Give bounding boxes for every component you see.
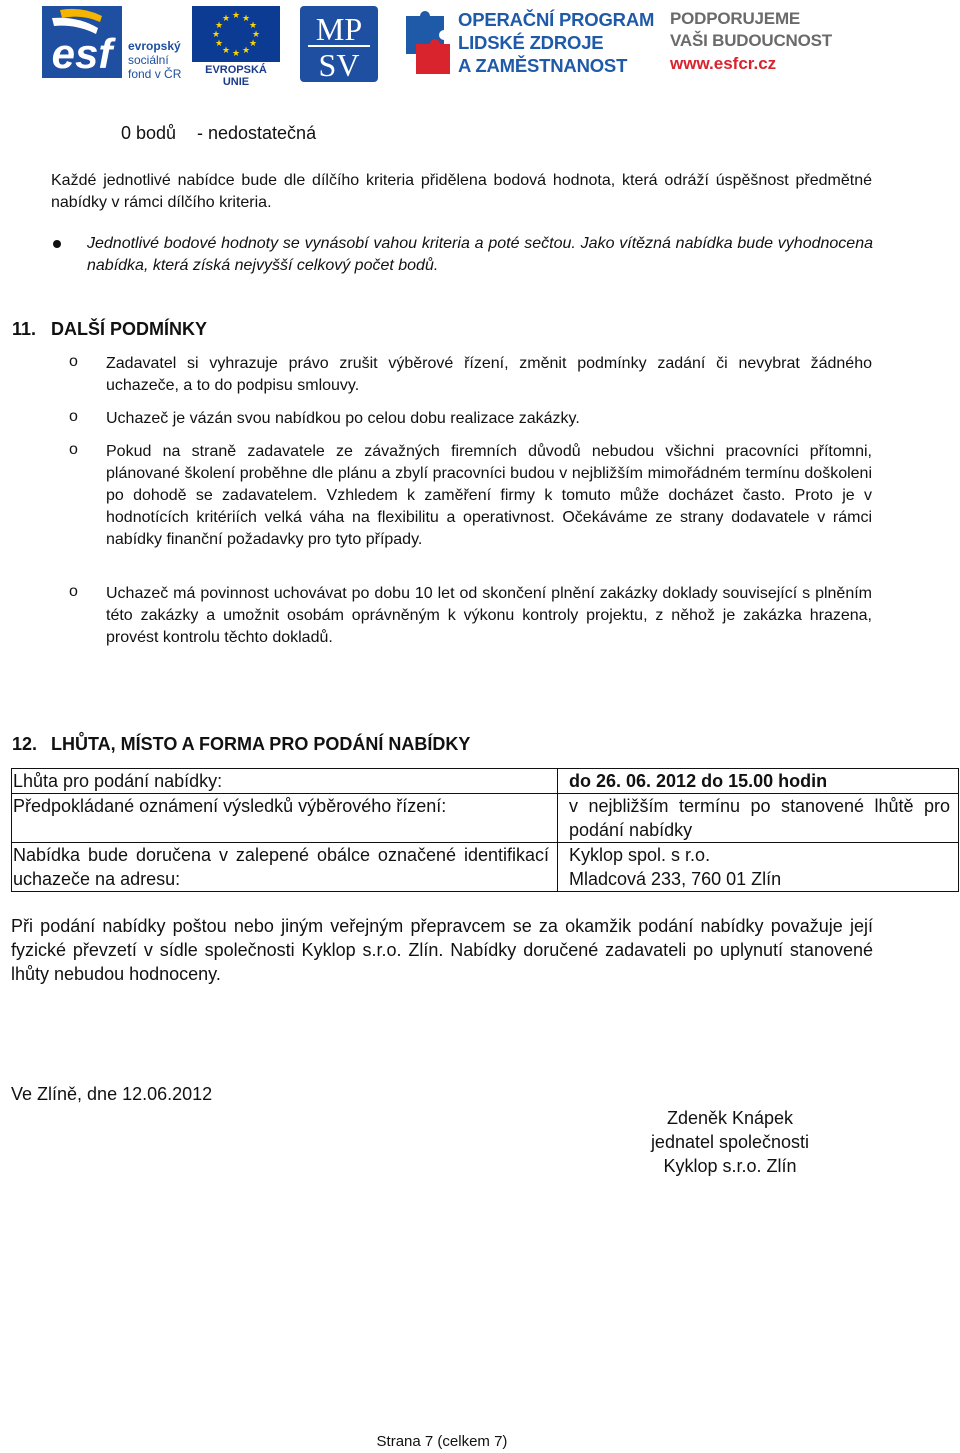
- bullet-paragraph: Jednotlivé bodové hodnoty se vynásobí vahou kriteria a poté sečtou. Jako vítězná nabídka bude vyhodnocena nabídka, která získá nejvyšší celkový počet bodů.: [87, 235, 873, 274]
- score-points: 0 bodů: [121, 123, 177, 143]
- mpsv-line2: SV: [318, 47, 360, 82]
- svg-text:★: ★: [221, 46, 231, 56]
- delivery-address: [558, 843, 959, 892]
- svg-text:★: ★: [211, 30, 221, 40]
- signatory-name: Zdeněk Knápek: [666, 1108, 794, 1128]
- svg-text:★: ★: [214, 39, 224, 49]
- deadline-table: [11, 768, 959, 892]
- list-marker-icon: o: [69, 583, 78, 600]
- deadline-value: do 26. 06. 2012 do 15.00 hodin: [558, 769, 959, 794]
- list-marker-icon: o: [69, 441, 78, 458]
- svg-text:★: ★: [248, 39, 258, 49]
- puzzle-people-icon: [402, 10, 454, 80]
- esf-line3: fond v ČR: [128, 67, 182, 78]
- eu-label: EVROPSKÁ UNIE: [205, 64, 267, 88]
- intro-paragraph: Každé jednotlivé nabídce bude dle dílčího kriteria přidělena bodová hodnota, která odráží úspěšnost předmětné nabídky v rámci dílčího kriteria.: [51, 172, 872, 211]
- svg-text:★: ★: [221, 14, 231, 24]
- op-line2: LIDSKÉ ZDROJE: [458, 32, 604, 53]
- support-slogan: [670, 8, 870, 82]
- mpsv-line1: MP: [315, 11, 363, 47]
- condition-item-2: Uchazeč je vázán svou nabídkou po celou dobu realizace zakázky.: [106, 410, 580, 427]
- signatory-company: Kyklop s.r.o. Zlín: [663, 1156, 797, 1176]
- table-row: [12, 843, 959, 892]
- bullet-dot-icon: [53, 240, 61, 248]
- mpsv-logo: [300, 6, 378, 82]
- results-value: v nejbližším termínu po stanovené lhůtě pro podání nabídky: [558, 794, 959, 843]
- op-line1: OPERAČNÍ PROGRAM: [458, 9, 655, 30]
- section-12-title: LHŮTA, MÍSTO A FORMA PRO PODÁNÍ NABÍDKY: [51, 734, 471, 754]
- address-company: Kyklop spol. s r.o.: [569, 845, 711, 865]
- op-lzz-logo: [402, 6, 655, 82]
- list-marker-icon: o: [69, 408, 78, 425]
- signatory-role: jednatel společnosti: [650, 1132, 810, 1152]
- support-url: www.esfcr.cz: [670, 54, 777, 73]
- page-number: Strana 7 (celkem 7): [376, 1433, 508, 1450]
- list-marker-icon: o: [69, 353, 78, 370]
- condition-item-1: Zadavatel si vyhrazuje právo zrušit výběrové řízení, změnit podmínky zadání či nevybrat žádného uchazeče, a to do podpisu smlouvy.: [106, 355, 872, 394]
- results-label: Předpokládané oznámení výsledků výběrového řízení:: [12, 794, 558, 843]
- condition-item-4: Uchazeč má povinnost uchovávat po dobu 10 let od skončení plnění zakázky doklady související s plněním této zakázky a umožnit osobám oprávněným k výkonu kontroly projektu, z něhož je zakázka hrazena, provést kontrolu těchto dokladů.: [106, 585, 872, 646]
- svg-text:★: ★: [214, 21, 224, 31]
- esf-line1: evropský: [128, 39, 181, 53]
- esf-line2: sociální: [128, 53, 169, 67]
- table-row: [12, 794, 959, 843]
- signature-block: [620, 1106, 840, 1178]
- address-street: Mladcová 233, 760 01 Zlín: [569, 869, 782, 889]
- section-12-number: 12.: [12, 734, 38, 754]
- place-date: Ve Zlíně, dne 12.06.2012: [11, 1084, 213, 1104]
- delivery-label: Nabídka bude doručena v zalepené obálce označené identifikací uchazeče na adresu:: [12, 843, 558, 892]
- support-line1: PODPORUJEME: [670, 9, 801, 28]
- esf-letters: esf: [51, 30, 113, 77]
- esf-logo: [42, 6, 190, 78]
- eu-flag-logo: [192, 6, 280, 88]
- svg-text:★: ★: [241, 46, 251, 56]
- svg-text:★: ★: [241, 14, 251, 24]
- table-row: [12, 769, 959, 794]
- section-11-title: DALŠÍ PODMÍNKY: [51, 319, 208, 339]
- score-label: - nedostatečná: [197, 123, 317, 143]
- svg-text:★: ★: [231, 49, 241, 59]
- condition-item-3: Pokud na straně zadavatele ze závažných firemních důvodů nebudou všichni pracovníci přítomni, plánované školení proběhne dle plánu a zbylí pracovníci budou v nejbližším mimořádném termínu doškoleni po dohodě se zadavatelem. Vzhledem k zaměření firmy k tomuto může docházet často. Proto je v hodnotících kritériích velká váha na flexibilitu a operativnost. Očekáváme ze strany dodavatele v rámci nabídky finanční požadavky pro tyto případy.: [106, 443, 872, 548]
- svg-text:★: ★: [251, 30, 261, 40]
- svg-text:★: ★: [248, 21, 258, 31]
- section-11-number: 11.: [12, 319, 37, 339]
- submission-paragraph: Při podání nabídky poštou nebo jiným veřejným přepravcem se za okamžik podání nabídky považuje její fyzické převzetí v sídle společnosti Kyklop s.r.o. Zlín. Nabídky doručené zadavateli po uplynutí stanovené lhůty nebudou hodnoceny.: [11, 916, 873, 984]
- deadline-label: Lhůta pro podání nabídky:: [12, 769, 558, 794]
- op-line3: A ZAMĚSTNANOST: [458, 55, 628, 76]
- support-line2: VAŠI BUDOUCNOST: [670, 31, 832, 50]
- svg-text:★: ★: [231, 11, 241, 21]
